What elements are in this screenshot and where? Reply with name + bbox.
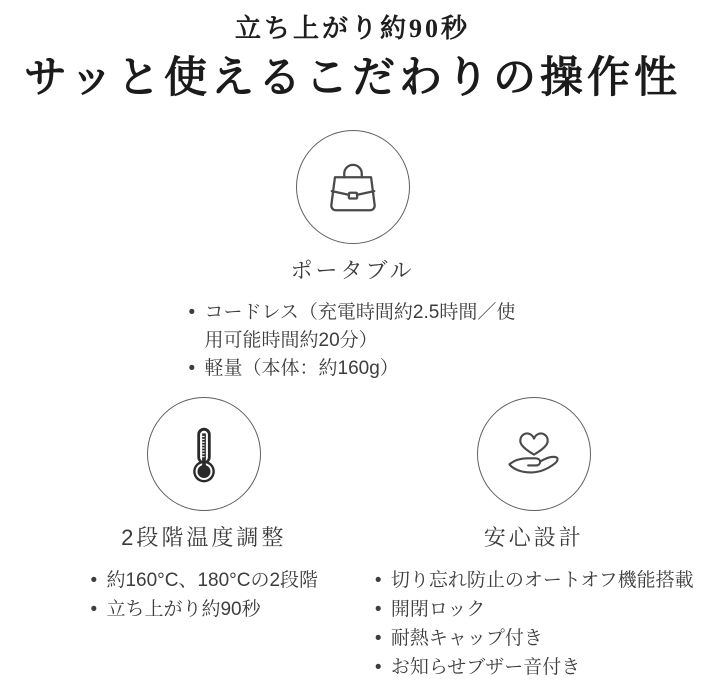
section-title: サッと使えるこだわりの操作性 [23,55,682,102]
feature-safety [363,397,705,681]
bullet-item: • 切り忘れ防止のオートオフ機能搭載 [374,566,694,595]
feature-row [0,397,705,681]
section-subtitle: 立ち上がり約90秒 [234,14,470,43]
handbag-icon [320,154,386,220]
temperature-icon-circle [147,397,261,511]
bullet-item: • 立ち上がり約90秒 [89,595,318,624]
bullet-item: • 約160°C、180°Cの2段階 [89,566,318,595]
thermometer-icon [171,421,237,487]
bullet-item: • 耐熱キャップ付き [374,624,694,653]
hand-heart-icon [500,420,568,488]
portable-icon-circle [296,130,410,244]
feature-label-temperature: 2段階温度調整 [121,525,287,550]
feature-bullets-portable [188,299,518,383]
feature-temperature [35,397,373,624]
section-header [0,0,705,106]
feature-portable [0,130,705,383]
feature-bullets-safety [374,566,694,681]
bullet-item: • 開閉ロック [374,595,694,624]
bullet-item: • 軽量（本体：約160g） [188,355,518,383]
feature-label-portable: ポータブル [290,258,415,283]
feature-label-safety: 安心設計 [483,525,584,550]
bullet-item: • お知らせブザー音付き [374,653,694,681]
safety-icon-circle [477,397,591,511]
feature-bullets-temperature [89,566,318,624]
bullet-item: • コードレス（充電時間約2.5時間／使用可能時間約20分） [188,299,518,355]
